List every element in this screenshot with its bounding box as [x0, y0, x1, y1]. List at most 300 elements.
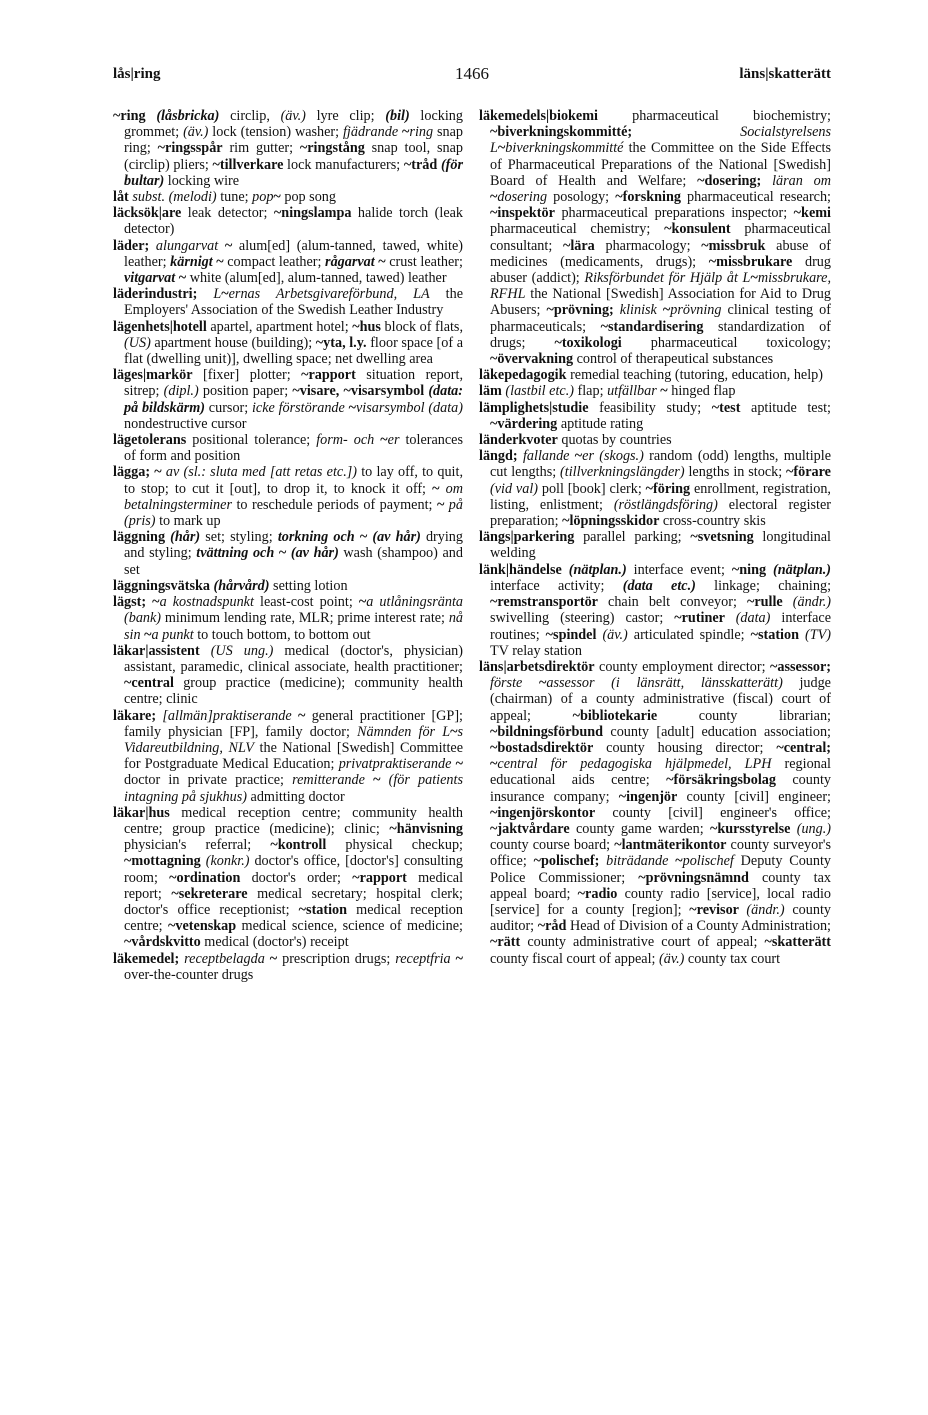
entry-text: pop song [280, 189, 336, 206]
entry-text: assessor (i länsrätt, länsskatterätt) [546, 675, 783, 692]
entry-text: visarsymbol (data) [355, 399, 463, 416]
entry-headword: läkare; [113, 707, 163, 724]
entry-text: the Employers' Association of the Swedish Leather Industry [124, 286, 463, 319]
dictionary-entry [113, 205, 463, 237]
entry-text: (av hår) [372, 529, 421, 546]
entry-headword: läns|arbetsdirektör [479, 658, 595, 675]
entry-text: ~ [451, 756, 463, 773]
entry-text: Head of Division of a County Administration; [566, 918, 831, 935]
entry-text: prescription drugs; [277, 950, 396, 967]
entry-text: ~test [711, 399, 741, 416]
entry-text: ~hänvisning [389, 820, 463, 837]
entry-text: ~konsulent [664, 221, 731, 238]
entry-text: halide torch (leak detector) [124, 205, 464, 238]
entry-text: ~jaktvårdare [490, 820, 570, 837]
entry-text: ~prövningsnämnd [638, 869, 749, 886]
entry-text: (äv.) [183, 124, 209, 141]
entry-headword: läggningsvätska [113, 577, 214, 594]
entry-text: missbrukare, RFHL [490, 270, 831, 303]
entry-text: Socialstyrelsens L [490, 124, 831, 157]
entry-text: tolerances of form and position [124, 432, 463, 465]
entry-text: medical reception centre; [124, 901, 463, 935]
entry-headword: länderkvoter [479, 432, 558, 449]
entry-text: ~visare, ~visarsymbol [292, 383, 429, 400]
entry-text: ~ [522, 675, 547, 692]
entry-text: receptbelagda [184, 950, 265, 967]
entry-text: subst. (melodi) [132, 189, 217, 206]
entry-headword: läkemedel; [113, 950, 185, 967]
entry-text: fallande [522, 448, 570, 465]
entry-text: locking grommet; [124, 108, 463, 141]
entry-text: enrollment, registration, listing, enlistment; [490, 480, 831, 513]
entry-text: ~lära [562, 237, 595, 254]
entry-text: physician's referral; [124, 837, 271, 854]
dictionary-entry [113, 189, 463, 205]
entry-headword: läggning [113, 529, 171, 546]
entry-text: ~föring [645, 480, 691, 497]
entry-text: ~standardisering [600, 318, 704, 335]
entry-text: leak detector; [181, 205, 274, 222]
entry-text: county auditor; [490, 901, 831, 935]
entry-text: swivelling (steering) castor; [490, 610, 675, 627]
entry-text: receptfria [395, 950, 451, 967]
entry-text: ~biverkningskommitté; [490, 124, 741, 141]
left-running-headword: lås|ring [113, 66, 161, 82]
entry-text: ~löpningsskidor [562, 513, 660, 530]
entry-text: (ändr.) [792, 594, 831, 611]
entry-text: remitterande [292, 772, 365, 789]
entry-text: medical report; [124, 869, 464, 902]
entry-text: lock manufacturers; [283, 156, 404, 173]
entry-text: medical (doctor's) receipt [200, 934, 349, 951]
entry-text: county librarian; [657, 707, 831, 724]
entry-text: medical science, science of medicine; [236, 918, 463, 935]
entry-text: ~dosering; [697, 172, 773, 189]
entry-text: county insurance company; [490, 772, 831, 805]
entry-text: lyre clip; [305, 108, 386, 124]
dictionary-entry [479, 383, 831, 399]
entry-text: ~övervakning [490, 351, 574, 368]
entry-text: pop [252, 189, 274, 206]
entry-text: county housing director; [593, 739, 777, 756]
entry-text: circlip, [219, 108, 281, 124]
entry-text: setting lotion [269, 577, 348, 594]
entry-text: ~ [569, 448, 583, 465]
entry-text: ~tråd [403, 156, 441, 173]
entry-text: ~ning [731, 561, 774, 578]
entry-headword: lägetolerans [113, 432, 187, 449]
entry-text: ~ingenjör [618, 788, 678, 805]
entry-text: crust leather; [385, 253, 463, 270]
entry-text: hinged flap [667, 383, 736, 400]
entry-text: (bil) [385, 108, 410, 124]
entry-text: (nätplan.) [773, 561, 831, 578]
entry-headword: läkar|hus [113, 804, 170, 821]
entry-text: (hår) [170, 529, 201, 546]
entry-text: pharmaceutical chemistry; [490, 221, 665, 238]
entry-text: to reschedule periods of payment; [231, 496, 437, 513]
entry-text: (äv.) [659, 950, 685, 967]
entry-text: county [civil] engineer's office; [595, 804, 831, 821]
dictionary-entry [113, 529, 463, 578]
entry-text: flap; [573, 383, 608, 400]
entry-text: positional tolerance; [186, 432, 317, 449]
dictionary-entry [479, 108, 831, 367]
entry-text: compact leather; [223, 253, 326, 270]
entry-text: ~ [354, 529, 373, 546]
entry-text: interface routines; [490, 610, 831, 643]
entry-text: ~ [450, 723, 458, 740]
entry-text: block of flats, [380, 318, 463, 335]
entry-text: to mark up [155, 513, 221, 530]
entry-text: ~skatterätt [764, 934, 831, 951]
entry-text: er [387, 432, 400, 449]
entry-text: pharmacology; [594, 237, 702, 254]
entry-text: county administrative court of appeal; [520, 934, 765, 951]
entry-text: drug abuser (addict); [490, 253, 831, 287]
entry-text: the Committee on the Side Effects of Pharmaceutical Preparations of the National [Swedish] Board of Health and Welfare; [490, 140, 831, 189]
entry-text: pharmaceutical toxicology; [621, 334, 831, 351]
entry-text: [fixer] plotter; [192, 367, 302, 384]
entry-text: (TV) [805, 626, 832, 643]
entry-text: alungarvat [155, 237, 219, 254]
entry-text: ~station [298, 901, 348, 918]
entry-text: (äv.) [280, 108, 306, 124]
entry-text: alum[ed] (alum-tanned, tawed, white) leather; [124, 237, 463, 270]
entry-text: (äv.) [602, 626, 628, 643]
entry-text: doctor's office, [doctor's] consulting room; [124, 853, 463, 886]
entry-text: county [adult] education association; [603, 723, 831, 740]
dictionary-entry [479, 529, 831, 561]
entry-text: ~yta, l.y. [315, 334, 367, 351]
entry-text: ~ [374, 253, 386, 270]
entry-text: ~spindel [545, 626, 603, 643]
dictionary-entry [113, 951, 463, 983]
entry-text: (data) [735, 610, 771, 627]
entry-text: ~prövning; [546, 302, 620, 319]
entry-text: medical secretary; hospital clerk; doctor's office receptionist; [124, 885, 463, 918]
entry-text: ~rapport [352, 869, 407, 886]
entry-headword: lägenhets|hotell [113, 318, 207, 335]
entry-text: förste [490, 675, 523, 692]
entry-text: ~ [212, 253, 224, 270]
entry-text: a punkt [151, 626, 194, 643]
entry-text: ~forskning [615, 189, 681, 206]
entry-text: ~ordination [169, 869, 241, 886]
entry-text: (nätplan.) [568, 561, 627, 578]
entry-text: aptitude rating [557, 415, 644, 432]
dictionary-entry [113, 594, 463, 643]
entry-text: over-the-counter drugs [124, 966, 254, 983]
entry-text: biverkningskommitté [505, 140, 624, 157]
entry-text: s Vidareutbildning, NLV [124, 723, 464, 756]
entry-text: ~vårdskvitto [124, 934, 201, 951]
entry-text: judge (chairman) of a county administrative (fiscal) court of appeal; [490, 675, 831, 724]
dictionary-entry [479, 432, 831, 448]
entry-text: ~ [221, 286, 229, 303]
entry-text: torkning och [277, 529, 355, 546]
entry-text: (lastbil etc.) [505, 383, 574, 400]
dictionary-entry [113, 643, 463, 708]
entry-text: L [213, 286, 222, 303]
entry-text: ~kontroll [270, 837, 327, 854]
entry-text: linkage; chaining; [695, 577, 832, 594]
entry-headword: läcksök|are [113, 205, 182, 222]
dictionary-entry [479, 400, 831, 432]
entry-text: (av hår) [290, 545, 339, 562]
entry-text: klinisk [619, 302, 657, 319]
entry-text: rågarvat [325, 253, 375, 270]
entry-text: ~ [273, 189, 281, 206]
entry-text: general practitioner [GP]; family physician [FP], family doctor; [124, 707, 463, 740]
entry-text: snap tool, snap (circlip) pliers; [124, 140, 463, 173]
dictionary-entry [479, 448, 831, 529]
entry-text: ~ [358, 594, 367, 611]
entry-text: apartel, apartment hotel; [206, 318, 353, 335]
entry-text: icke förstörande [251, 399, 345, 416]
dictionary-entry [113, 578, 463, 594]
entry-text: ~radio [577, 885, 618, 902]
entry-text: interface activity; [490, 577, 623, 594]
entry-text: abuse of medicines (medicaments, drugs); [490, 237, 831, 270]
entry-text: [allmän]praktiserande [162, 707, 292, 724]
entry-text: county tax appeal board; [490, 869, 831, 902]
entry-text: to touch bottom, to bottom out [193, 626, 371, 643]
entry-text: the National [Swedish] Association for Aid to Drug Abusers; [490, 286, 831, 319]
entry-text: random (odd) lengths, multiple cut lengths; [490, 448, 832, 481]
entry-text: articulated spindle; [627, 626, 751, 643]
entry-text: nondestructive cursor [124, 415, 247, 432]
page-number: 1466 [455, 64, 489, 83]
entry-text: av (sl.: sluta med [att retas etc.]) [165, 464, 357, 481]
entry-text: minimum lending rate, MLR; prime interest rate; [161, 610, 449, 627]
entry-text: utfällbar [607, 383, 657, 400]
entry-text: apartment house (building); [150, 334, 316, 351]
entry-text: rim gutter; [222, 140, 300, 157]
entry-text: polischef [682, 853, 734, 870]
entry-text: ~ [490, 189, 498, 206]
entry-text: pharmaceutical consultant; [490, 221, 831, 254]
entry-text: pharmaceutical research; [680, 189, 831, 206]
entry-text: to lay off, to quit, to stop; to cut it [out], to drop it, to knock it off; [124, 464, 463, 497]
entry-text: (data etc.) [622, 577, 696, 594]
entry-text: ~hus [352, 318, 381, 335]
entry-headword: läderindustri; [113, 286, 214, 303]
entry-text: ~ [274, 545, 291, 562]
entry-text: ~missbruk [701, 237, 766, 254]
entry-text: feasibility study; [588, 399, 712, 416]
entry-text: Deputy County Police Commissioner; [490, 853, 832, 886]
entry-text: (konkr.) [205, 853, 250, 870]
entry-text: Nämnden för L [357, 723, 451, 740]
entry-text: physical checkup; [326, 837, 463, 854]
entry-headword: längs|parkering [479, 529, 575, 546]
dictionary-entry [479, 367, 831, 383]
entry-text: (för patients intagning på sjukhus) [124, 772, 463, 805]
entry-text: (ung.) [796, 820, 831, 837]
dictionary-entry [113, 805, 463, 951]
entry-text: medical reception centre; community health centre; group practice (medicine); clinic; [124, 804, 463, 837]
entry-headword: ~ring [113, 108, 157, 124]
entry-text: ~råd [537, 918, 567, 935]
entry-text: form- och [316, 432, 375, 449]
entry-text: ~ [450, 950, 463, 967]
entry-text: nå sin [124, 610, 463, 643]
right-column [479, 108, 831, 967]
entry-text: pharmaceutical biochemistry; [598, 108, 831, 124]
entry-text: county surveyor's office; [490, 837, 831, 870]
entry-text: ~bibliotekarie [572, 707, 658, 724]
entry-text: TV relay station [490, 642, 582, 659]
entry-text: (dipl.) [163, 383, 199, 400]
entry-text: ~polischef; [533, 853, 607, 870]
entry-text: remedial teaching (tutoring, education, help) [566, 367, 823, 384]
entry-text: biträdande [606, 853, 669, 870]
entry-text: er (skogs.) [582, 448, 644, 465]
entry-headword: länk|händelse [479, 561, 569, 578]
entry-text: locking wire [164, 172, 240, 189]
entry-text: central för pedagogiska hjälpmedel, LPH [497, 756, 772, 773]
entry-text: county employment director; [594, 658, 771, 675]
entry-text: doctor's order; [240, 869, 353, 886]
entry-text: ~ [432, 480, 446, 497]
dictionary-entry [113, 464, 463, 529]
entry-headword: läges|markör [113, 367, 193, 384]
entry-text: cursor; [205, 399, 252, 416]
entry-text: ~kursstyrelse [709, 820, 797, 837]
entry-text: ~lantmäterikontor [614, 837, 727, 854]
entry-text: snap ring; [124, 124, 463, 157]
entry-text: doctor in private practice; [124, 772, 293, 789]
entry-text: på (pris) [124, 496, 463, 530]
entry-text: ~missbrukare [708, 253, 793, 270]
entry-text: ~ [344, 399, 356, 416]
entry-text: tvättning och [196, 545, 275, 562]
entry-text: ~central [124, 675, 174, 692]
entry-text: ~förare [786, 464, 831, 481]
entry-text: vitgarvat [124, 270, 176, 287]
entry-text: posology; [547, 189, 616, 206]
dictionary-entry [113, 708, 463, 805]
entry-text: group practice (medicine); community health centre; clinic [124, 675, 463, 708]
entry-text: ring [409, 124, 434, 141]
entry-text: läran om [772, 172, 831, 189]
entry-text: kärnigt [170, 253, 213, 270]
entry-text: ~revisor [689, 901, 747, 918]
entry-text: a kostnadspunkt [159, 594, 254, 611]
entry-headword: lägst; ~ [113, 594, 160, 611]
left-column [113, 108, 463, 983]
entry-text: ~ [436, 496, 449, 513]
entry-text: ~ [750, 270, 758, 287]
entry-text: position paper; [198, 383, 293, 400]
entry-text: ~ [175, 270, 187, 287]
entry-text: the National [Swedish] Committee for Postgraduate Medical Education; [124, 739, 463, 773]
dictionary-entry [113, 367, 463, 432]
entry-headword: lämplighets|studie [479, 399, 589, 416]
entry-text: lengths in stock; [684, 464, 787, 481]
entry-text: ~värdering [490, 415, 558, 432]
dictionary-entry [113, 319, 463, 368]
entry-headword: läm [479, 383, 506, 400]
entry-text: control of therapeutical substances [573, 351, 774, 368]
entry-text: ernas Arbetsgivareförbund, LA [228, 286, 430, 303]
entry-text: clinical testing of pharmaceuticals; [490, 302, 831, 335]
entry-text: privatpraktiserande [338, 756, 452, 773]
entry-text: ~inspektör [490, 205, 555, 222]
entry-text: ~central; ~ [490, 739, 831, 773]
page-header [113, 66, 831, 90]
entry-text: (US ung.) [210, 642, 274, 659]
entry-headword: läkemedels|biokemi [479, 108, 598, 124]
entry-text: (vid val) [490, 480, 538, 497]
entry-text: (röstlängdsföring) [613, 496, 718, 513]
entry-text: ~ingenjörskontor [490, 804, 596, 821]
entry-text: ~rapport [301, 367, 356, 384]
entry-text: ~vetenskap [168, 918, 237, 935]
entry-text: ~remstransportör [490, 594, 598, 611]
entry-text: interface event; [626, 561, 732, 578]
entry-text: (tillverkningslängder) [560, 464, 685, 481]
entry-text: (låsbricka) [156, 108, 220, 124]
entry-text: quotas by countries [557, 432, 672, 449]
entry-text: ~ [374, 432, 388, 449]
entry-text: (hårvård) [213, 577, 270, 594]
entry-text: county [civil] engineer; [677, 788, 831, 805]
entry-text: ~tillverkare [212, 156, 284, 173]
entry-text: pharmaceutical preparations inspector; [554, 205, 794, 222]
entry-text: (data: på bildskärm) [124, 383, 464, 416]
dictionary-entry [113, 108, 463, 189]
entry-text: county tax court [684, 950, 781, 967]
entry-text: electoral register preparation; [490, 496, 831, 530]
entry-text: cross-country skis [659, 513, 766, 530]
entry-text: ~ [264, 950, 278, 967]
entry-text: county radio [service], local radio [service] for a county [region]; [490, 885, 832, 918]
entry-headword: läkepedagogik [479, 367, 567, 384]
entry-text: ~bostadsdirektör [490, 739, 594, 756]
dictionary-entry [113, 432, 463, 464]
entry-text: county course board; [490, 837, 615, 854]
entry-text: poll [book] clerk; [537, 480, 646, 497]
entry-text: lock (tension) washer; [208, 124, 343, 141]
entry-text: ~sekreterare [171, 885, 248, 902]
entry-text: ~bildningsförbund [490, 723, 604, 740]
entry-text: aptitude test; [740, 399, 831, 416]
entry-headword: längd; [479, 448, 523, 465]
entry-text: longitudinal welding [490, 529, 831, 562]
entry-text: ~ [364, 772, 389, 789]
entry-text: ~rutiner [674, 610, 736, 627]
dictionary-entry [113, 238, 463, 287]
entry-text: ~svetsning [690, 529, 754, 546]
entry-text: ~ [656, 302, 671, 319]
entry-text: fjädrande [342, 124, 399, 141]
entry-text: least-cost point; [253, 594, 359, 611]
entry-text: drying and styling; [124, 529, 463, 562]
entry-text: situation report, sitrep; [124, 367, 463, 400]
entry-text: ~ [140, 626, 152, 643]
entry-text: ~ [398, 124, 410, 141]
entry-text: (US) [124, 334, 151, 351]
entry-text: ~försäkringsbolag [666, 772, 776, 789]
entry-headword: läder; [113, 237, 156, 254]
entry-text: county fiscal court of appeal; [490, 950, 660, 967]
entry-headword: låt [113, 189, 133, 206]
entry-text: standardization of drugs; [490, 318, 831, 351]
dictionary-entry [113, 286, 463, 318]
entry-text: ~rulle [746, 594, 793, 611]
